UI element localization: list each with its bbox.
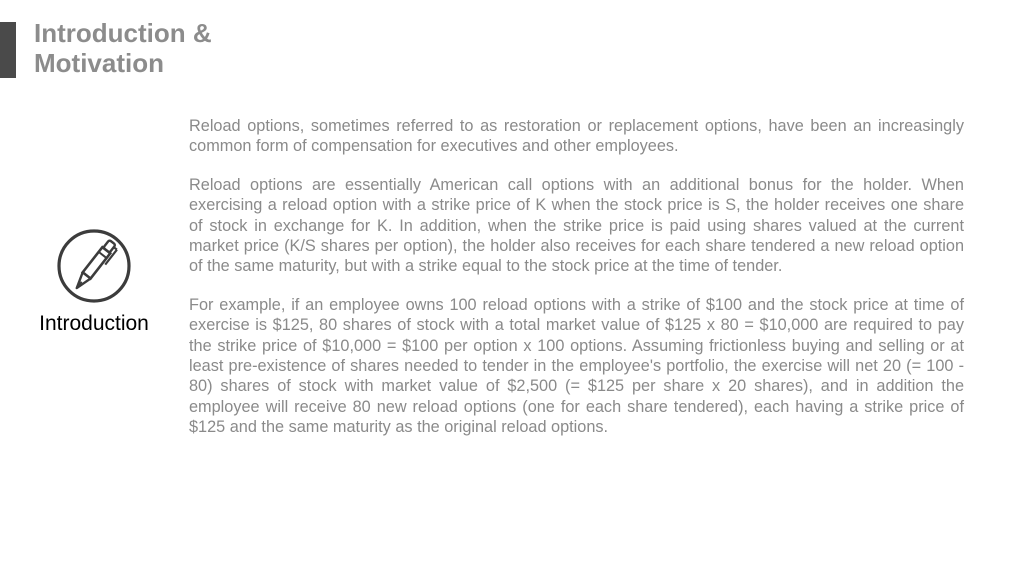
pen-circle-icon [56,228,132,304]
paragraph-example: For example, if an employee owns 100 reload options with a strike of $100 and the stock price at time of exercise is $125, 80 shares of stock with a total market value of $125 x 80 = $10,000 are required to pay the strike price of $10,000 = $100 per option x 100 options. Assuming frictionless buying and selling or at least pre-existence of shares needed to tender in the employee's portfolio, the exercise will net 20 (= 100 - 80) shares of stock with market value of $2,500 (= $125 per share x 20 shares), and in addition the employee will receive 80 new reload options (one for each share tendered), each having a strike price of $125 and the same maturity as the original reload options. [189,295,964,437]
title-accent-bar [0,22,16,78]
paragraph-mechanics: Reload options are essentially American call options with an additional bonus for the holder. When exercising a reload option with a strike price of K when the stock price is S, the holder receives one share of stock in exchange for K. In addition, when the strike price is paid using shares valued at the current market price (K/S shares per option), the holder also receives for each share tendered a new reload option of the same maturity, but with a strike equal to the stock price at the time of tender. [189,175,964,276]
section-label: Introduction [39,312,149,335]
body-text [189,116,964,456]
paragraph-definition: Reload options, sometimes referred to as restoration or replacement options, have been an increasingly common form of compensation for executives and other employees. [189,117,964,156]
slide-title: Introduction & Motivation [34,18,212,78]
